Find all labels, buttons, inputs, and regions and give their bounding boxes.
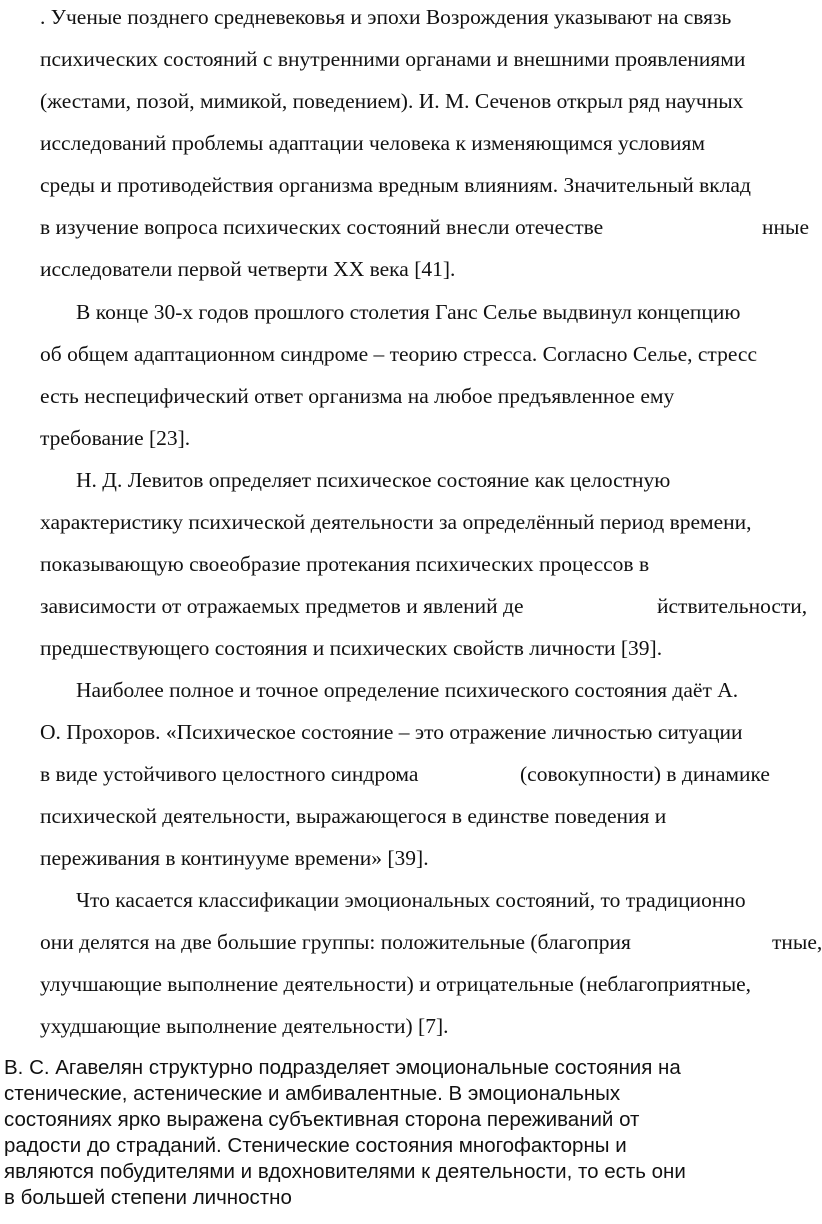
text-line: радости до страданий. Стенические состояния многофакторны и: [4, 1134, 627, 1157]
text-line: Наиболее полное и точное определение психического состояния даёт А.: [76, 678, 739, 702]
text-line: стенические, астенические и амбивалентные. В эмоциональных: [4, 1082, 621, 1105]
text-line: в большей степени личностно: [4, 1186, 292, 1209]
text-line: Что касается классификации эмоциональных состояний, то традиционно: [76, 888, 746, 912]
text-line-fragment: нные: [762, 215, 809, 239]
text-line: переживания в континууме времени» [39].: [40, 846, 429, 870]
text-line-fragment: (совокупности) в динамике: [520, 762, 770, 786]
text-line: Н. Д. Левитов определяет психическое состояние как целостную: [76, 468, 671, 492]
text-line: требование [23].: [40, 426, 191, 450]
text-line: исследований проблемы адаптации человека к изменяющимся условиям: [40, 131, 705, 155]
text-line: В. С. Агавелян структурно подразделяет эмоциональные состояния на: [4, 1056, 681, 1079]
text-line: психических состояний с внутренними органами и внешними проявлениями: [40, 47, 746, 71]
text-line: характеристику психической деятельности за определённый период времени,: [40, 510, 752, 534]
text-line-fragment: йствительности,: [657, 594, 808, 618]
text-line: О. Прохоров. «Психическое состояние – это отражение личностью ситуации: [40, 720, 743, 744]
text-line: есть неспецифический ответ организма на любое предъявленное ему: [40, 384, 675, 408]
text-line: В конце 30-х годов прошлого столетия Ганс Селье выдвинул концепцию: [76, 300, 741, 324]
text-line: среды и противодействия организма вредным влияниям. Значительный вклад: [40, 173, 751, 197]
text-line: в виде устойчивого целостного синдрома: [40, 762, 419, 786]
text-line: . Ученые позднего средневековья и эпохи Возрождения указывают на связь: [40, 5, 732, 29]
text-line: ухудшающие выполнение деятельности) [7].: [40, 1014, 449, 1038]
text-line: являются побудителями и вдохновителями к деятельности, то есть они: [4, 1160, 686, 1183]
text-line: в изучение вопроса психических состояний внесли отечестве: [40, 215, 604, 239]
text-line: (жестами, позой, мимикой, поведением). И. М. Сеченов открыл ряд научных: [40, 89, 744, 113]
text-line: об общем адаптационном синдроме – теорию стресса. Согласно Селье, стресс: [40, 342, 758, 366]
text-line: состояниях ярко выражена субъективная сторона переживаний от: [4, 1108, 640, 1131]
text-line: они делятся на две большие группы: положительные (благоприя: [40, 930, 631, 954]
text-line: зависимости от отражаемых предметов и явлений де: [40, 594, 524, 618]
text-line-fragment: тные,: [772, 930, 822, 954]
text-line: показывающую своеобразие протекания психических процессов в: [40, 552, 650, 576]
text-line: психической деятельности, выражающегося в единстве поведения и: [40, 804, 667, 828]
text-line: улучшающие выполнение деятельности) и отрицательные (неблагоприятные,: [40, 972, 752, 996]
text-line: исследователи первой четверти XX века [41].: [40, 257, 456, 281]
text-line: предшествующего состояния и психических свойств личности [39].: [40, 636, 663, 660]
